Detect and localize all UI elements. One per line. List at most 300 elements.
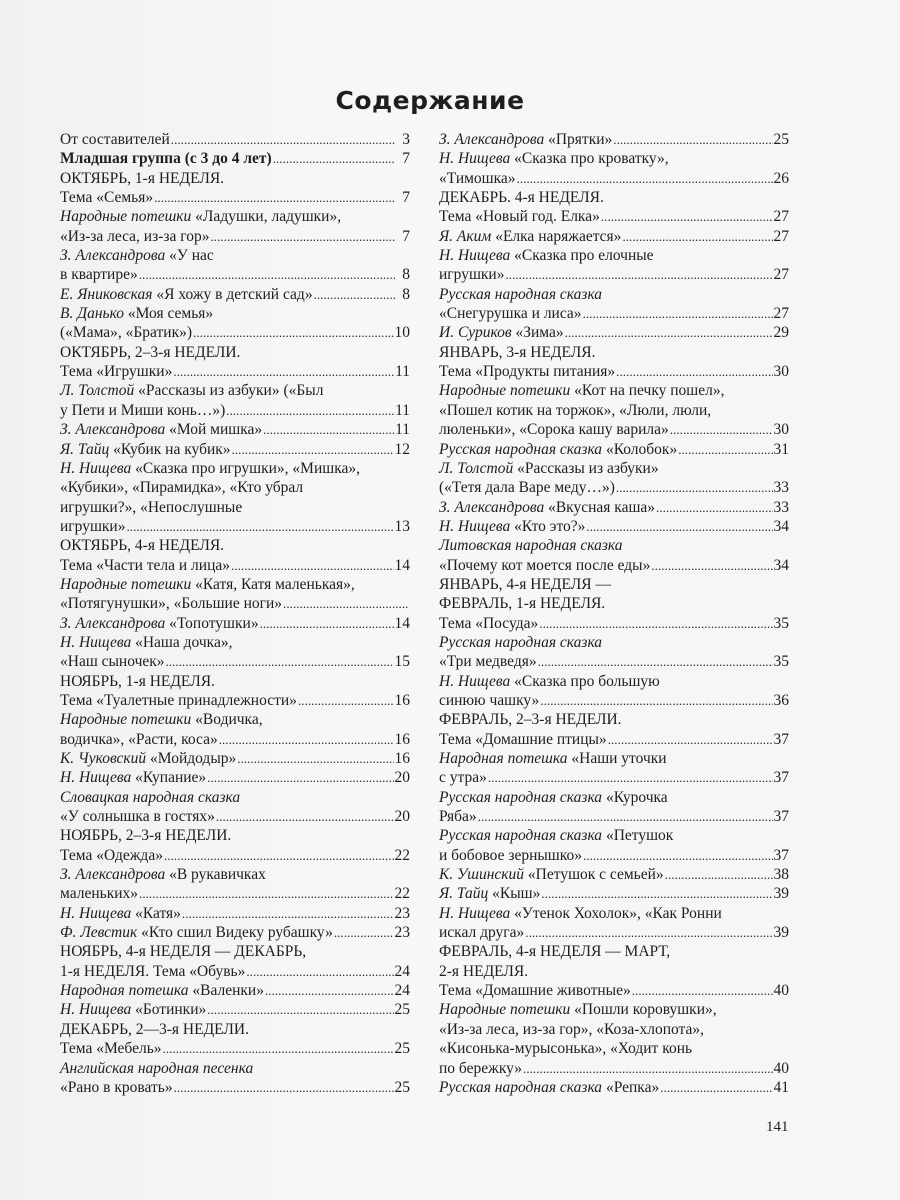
toc-entry-author: В. Данько	[60, 305, 124, 323]
toc-entry-text	[439, 768, 487, 787]
toc-entry-text	[439, 652, 537, 671]
toc-entry-line	[60, 788, 410, 807]
toc-entry-text	[60, 710, 263, 729]
toc-entry-title: «Топотушки»	[165, 614, 259, 632]
toc-entry-line	[60, 1059, 410, 1078]
toc-entry-line	[60, 246, 410, 265]
toc-entry-text	[60, 672, 215, 691]
toc-entry-text	[60, 343, 240, 362]
dot-leader	[164, 846, 394, 865]
toc-entry-line	[60, 884, 410, 903]
toc-entry-page: 25	[394, 1040, 410, 1058]
toc-entry-text	[60, 981, 264, 1000]
toc-entry-author: Н. Нищева	[439, 672, 511, 690]
toc-entry-line	[439, 459, 789, 478]
toc-entry-text	[439, 149, 669, 168]
toc-entry-title: «Петушок	[602, 827, 674, 845]
toc-entry-line	[60, 1020, 410, 1039]
toc-entry-title: «Вкусная каша»	[544, 498, 656, 516]
toc-entry-author: Е. Яниковская	[60, 285, 153, 303]
toc-entry-page: 41	[773, 1078, 789, 1096]
toc-entry-line	[60, 149, 410, 168]
toc-entry-text	[439, 575, 611, 594]
dot-leader	[622, 227, 772, 246]
toc-entry-text	[60, 1039, 162, 1058]
toc-entry-line	[439, 691, 789, 710]
dot-leader	[565, 323, 773, 342]
toc-entry-line	[439, 130, 789, 149]
toc-entry-text	[439, 401, 711, 420]
toc-entry-text	[60, 652, 165, 671]
toc-entry-page: 31	[773, 440, 789, 458]
dot-leader	[583, 846, 773, 865]
toc-entry-title: «Рассказы из азбуки»	[513, 459, 659, 477]
toc-entry-title: «Кисонька-мурысонька», «Ходит конь	[439, 1040, 693, 1058]
toc-entry-page: 37	[773, 769, 789, 787]
toc-entry-title: с утра»	[439, 769, 487, 787]
toc-entry-line	[60, 343, 410, 362]
toc-entry-line	[60, 846, 410, 865]
dot-leader	[586, 517, 772, 536]
toc-entry-title: «Репка»	[602, 1078, 660, 1096]
toc-entry-text	[60, 923, 333, 942]
toc-entry-line	[439, 594, 789, 613]
toc-entry-line	[439, 420, 789, 439]
toc-entry-title: игрушки»	[439, 266, 505, 284]
toc-entry-page: 11	[395, 401, 410, 419]
toc-entry-title: ФЕВРАЛЬ, 4-я НЕДЕЛЯ — МАРТ,	[439, 943, 671, 961]
toc-entry-text	[439, 169, 516, 188]
toc-entry-text	[60, 884, 138, 903]
toc-entry-line	[60, 749, 410, 768]
toc-entry-text	[60, 556, 230, 575]
toc-entry-text	[439, 672, 660, 691]
toc-entry-line	[60, 556, 410, 575]
toc-entry-line	[60, 1000, 410, 1019]
toc-entry-title: Тема «Мебель»	[60, 1040, 162, 1058]
toc-entry-text	[439, 691, 539, 710]
toc-entry-page: 12	[394, 440, 410, 458]
toc-entry-title: ОКТЯБРЬ, 1-я НЕДЕЛЯ.	[60, 169, 225, 187]
toc-entry-line	[439, 169, 789, 188]
toc-entry-text	[439, 246, 654, 265]
toc-entry-title: «Ладушки, ладушки»,	[191, 208, 342, 226]
toc-entry-page: 16	[394, 691, 410, 709]
toc-entry-text	[60, 788, 240, 807]
toc-entry-title: 2-я НЕДЕЛЯ.	[439, 962, 529, 980]
toc-entry-author: Н. Нищева	[439, 247, 511, 265]
toc-entry-author: Н. Нищева	[60, 459, 132, 477]
toc-entry-text	[439, 633, 602, 652]
toc-entry-line	[60, 169, 410, 188]
toc-entry-title: «Валенки»	[188, 982, 264, 1000]
toc-entry-author: Н. Нищева	[60, 1001, 132, 1019]
toc-entry-title: маленьких»	[60, 885, 139, 903]
dot-leader	[126, 517, 393, 536]
toc-entry-title: «У нас	[165, 247, 214, 265]
toc-entry-title: Тема «Семья»	[60, 189, 154, 207]
page-title: Содержание	[335, 86, 525, 115]
toc-entry-text	[439, 1000, 717, 1019]
toc-entry-text	[60, 633, 232, 652]
toc-entry-title: по бережку»	[439, 1059, 523, 1077]
toc-entry-author: К. Ушинский	[439, 866, 525, 884]
toc-entry-text	[439, 1078, 659, 1097]
toc-entry-line	[439, 304, 789, 323]
toc-entry-title: «Моя семья»	[123, 305, 214, 323]
dot-leader	[174, 1078, 394, 1097]
toc-entry-page: 37	[773, 846, 789, 864]
toc-entry-title: и бобовое зернышко»	[439, 846, 582, 864]
toc-entry-text	[439, 884, 540, 903]
toc-entry-author: Ф. Левстик	[60, 924, 138, 942]
toc-entry-title: синюю чашку»	[439, 691, 540, 709]
toc-entry-author: Английская народная песенка	[60, 1059, 254, 1077]
toc-entry-line	[439, 962, 789, 981]
dot-leader	[246, 962, 393, 981]
toc-entry-author: Народные потешки	[60, 575, 192, 593]
toc-entry-text	[439, 710, 622, 729]
toc-entry-page: 25	[394, 1078, 410, 1096]
toc-entry-title: «Курочка	[602, 788, 668, 806]
toc-entry-text	[60, 749, 236, 768]
toc-entry-text	[439, 536, 623, 555]
dot-leader	[334, 923, 394, 942]
toc-entry-line	[60, 981, 410, 1000]
toc-entry-line	[439, 710, 789, 729]
toc-entry-line	[439, 285, 789, 304]
dot-leader	[613, 130, 772, 149]
toc-entry-author: Я. Тайц	[60, 440, 110, 458]
toc-entry-page: 30	[773, 421, 789, 439]
toc-entry-title: «Купание»	[131, 769, 207, 787]
dot-leader	[539, 614, 772, 633]
dot-leader	[139, 265, 395, 284]
toc-entry-page: 14	[394, 614, 410, 632]
dot-leader	[173, 362, 394, 381]
toc-entry-title: НОЯБРЬ, 2–3-я НЕДЕЛИ.	[60, 827, 232, 845]
toc-entry-title: «Кто это?»	[510, 517, 586, 535]
toc-entry-line	[60, 575, 410, 594]
toc-entry-line	[439, 614, 789, 633]
dot-leader	[166, 652, 394, 671]
toc-entry-title: «Пошел котик на торжок», «Люли, люли,	[439, 401, 712, 419]
dot-leader	[541, 884, 772, 903]
toc-entry-author: З. Александрова	[60, 866, 166, 884]
toc-entry-title: «Мой мишка»	[165, 421, 263, 439]
toc-entry-text	[60, 768, 206, 787]
toc-entry-line	[439, 788, 789, 807]
toc-entry-line	[60, 227, 410, 246]
toc-entry-line	[439, 633, 789, 652]
toc-entry-page: 39	[773, 885, 789, 903]
toc-entry-title: ФЕВРАЛЬ, 2–3-я НЕДЕЛИ.	[439, 711, 622, 729]
toc-entry-text	[439, 1020, 704, 1039]
toc-entry-text	[60, 730, 218, 749]
toc-entry-line	[60, 130, 410, 149]
toc-entry-title: «Кыш»	[488, 885, 541, 903]
toc-entry-author: Л. Толстой	[60, 382, 135, 400]
toc-entry-text	[439, 904, 722, 923]
dot-leader	[231, 556, 393, 575]
toc-entry-line	[60, 826, 410, 845]
toc-entry-text	[60, 440, 231, 459]
toc-entry-title: искал друга»	[439, 924, 525, 942]
dot-leader	[139, 884, 393, 903]
toc-entry-page: 27	[773, 305, 789, 323]
toc-entry-page: 20	[394, 769, 410, 787]
dot-leader	[210, 227, 395, 246]
toc-entry-page: 30	[773, 363, 789, 381]
toc-entry-page: 8	[402, 266, 410, 284]
toc-entry-title: Тема «Туалетные принадлежности»	[60, 691, 297, 709]
toc-entry-text	[60, 304, 213, 323]
toc-entry-page: 33	[773, 479, 789, 497]
toc-entry-title: «Из-за леса, из-за гор»	[60, 227, 210, 245]
toc-entry-title: «Катя»	[131, 904, 181, 922]
toc-entry-author: И. Суриков	[439, 324, 512, 342]
toc-entry-title: «Наш сыночек»	[60, 653, 165, 671]
toc-right-column	[439, 130, 789, 1097]
toc-entry-author: Н. Нищева	[60, 633, 132, 651]
toc-entry-text	[60, 362, 172, 381]
dot-leader	[632, 981, 773, 1000]
toc-entry-title: «Мойдодыр»	[146, 750, 237, 767]
toc-entry-author: З. Александрова	[439, 131, 545, 148]
toc-entry-text	[439, 304, 582, 323]
toc-entry-line	[439, 1059, 789, 1078]
toc-entry-line	[439, 1020, 789, 1039]
toc-entry-text	[60, 517, 125, 536]
toc-entry-title: 1-я НЕДЕЛЯ. Тема «Обувь»	[60, 962, 246, 980]
dot-leader	[216, 807, 394, 826]
toc-entry-line	[60, 285, 410, 304]
toc-entry-title: «Зима»	[511, 324, 564, 342]
toc-entry-title: Тема «Продукты питания»	[439, 363, 616, 381]
toc-entry-title: ЯНВАРЬ, 4-я НЕДЕЛЯ —	[439, 575, 611, 593]
toc-entry-text	[60, 459, 360, 478]
toc-entry-line	[439, 672, 789, 691]
toc-entry-page: 24	[394, 982, 410, 1000]
toc-entry-title: игрушки?», «Непослушные	[60, 498, 243, 516]
toc-entry-text	[439, 478, 615, 497]
dot-leader	[540, 691, 772, 710]
toc-entry-title: «Из-за леса, из-за гор», «Коза-хлопота»,	[439, 1020, 705, 1038]
dot-leader	[314, 285, 395, 304]
toc-entry-page: 36	[773, 691, 789, 709]
toc-entry-line	[60, 652, 410, 671]
toc-entry-text	[439, 730, 607, 749]
toc-entry-author: Русская народная сказка	[439, 285, 603, 303]
toc-entry-line	[439, 227, 789, 246]
toc-entry-page: 37	[773, 730, 789, 748]
toc-entry-page: 7	[402, 189, 410, 207]
toc-entry-text	[60, 594, 282, 613]
toc-entry-text	[60, 188, 153, 207]
toc-entry-text	[60, 1059, 253, 1078]
toc-entry-line	[60, 594, 410, 613]
toc-entry-title: «Почему кот моется после еды»	[439, 556, 651, 574]
dot-leader	[226, 401, 394, 420]
toc-entry-author: З. Александрова	[60, 614, 166, 632]
toc-entry-author: Русская народная сказка	[439, 1078, 603, 1096]
toc-entry-line	[60, 710, 410, 729]
toc-entry-page: 34	[773, 556, 789, 574]
toc-entry-text	[439, 188, 604, 207]
toc-entry-title: водичка», «Расти, коса»	[60, 730, 218, 748]
toc-entry-text	[439, 207, 600, 226]
toc-entry-author: Н. Нищева	[60, 769, 132, 787]
toc-entry-line	[439, 440, 789, 459]
toc-entry-author: Словацкая народная сказка	[60, 788, 241, 806]
toc-entry-line	[60, 381, 410, 400]
toc-entry-text	[60, 614, 259, 633]
toc-entry-title: ОКТЯБРЬ, 2–3-я НЕДЕЛИ.	[60, 343, 241, 361]
toc-entry-line	[439, 536, 789, 555]
toc-entry-page: 40	[773, 982, 789, 1000]
toc-entry-text	[60, 962, 245, 981]
toc-entry-title: ДЕКАБРЬ. 4-я НЕДЕЛЯ.	[439, 189, 604, 207]
toc-entry-text	[60, 846, 163, 865]
toc-entry-title: «Кто сшил Видеку рубашку»	[137, 924, 333, 942]
toc-entry-title: НОЯБРЬ, 4-я НЕДЕЛЯ — ДЕКАБРЬ,	[60, 943, 307, 961]
toc-entry-text	[439, 517, 585, 536]
toc-entry-text	[60, 498, 242, 517]
toc-entry-title: «Три медведя»	[439, 653, 537, 671]
toc-entry-line	[439, 343, 789, 362]
toc-entry-title: люленьки», «Сорока кашу варила»	[439, 421, 669, 439]
dot-leader	[525, 923, 772, 942]
toc-entry-title: ДЕКАБРЬ, 2—3-я НЕДЕЛИ.	[60, 1020, 249, 1038]
toc-entry-text	[60, 691, 297, 710]
dot-leader	[232, 440, 394, 459]
toc-entry-title: «Наша дочка»,	[131, 633, 233, 651]
toc-entry-page: 3	[402, 131, 410, 148]
toc-entry-title: «Пошли коровушки»,	[570, 1001, 717, 1019]
toc-entry-author: Л. Толстой	[439, 459, 514, 477]
dot-leader	[601, 207, 773, 226]
toc-entry-title: («Тетя дала Варе меду…»)	[439, 479, 615, 497]
toc-entry-line	[439, 942, 789, 961]
toc-entry-title: «Прятки»	[544, 131, 613, 148]
toc-entry-text	[439, 865, 664, 884]
toc-entry-line	[439, 981, 789, 1000]
toc-entry-page: 22	[394, 885, 410, 903]
toc-entry-title: НОЯБРЬ, 1-я НЕДЕЛЯ.	[60, 672, 215, 690]
toc-entry-text	[60, 826, 231, 845]
toc-entry-title: «Рассказы из азбуки» («Был	[134, 382, 324, 400]
toc-entry-text	[439, 788, 668, 807]
toc-entry-line	[60, 420, 410, 439]
toc-entry-author: Н. Нищева	[439, 517, 511, 535]
toc-entry-text	[60, 207, 341, 226]
toc-entry-line	[60, 923, 410, 942]
toc-entry-line	[60, 188, 410, 207]
toc-entry-title: ЯНВАРЬ, 3-я НЕДЕЛЯ.	[439, 343, 596, 361]
toc-entry-title: «У солнышка в гостях»	[60, 808, 215, 826]
toc-entry-line	[60, 633, 410, 652]
toc-entry-line	[439, 207, 789, 226]
toc-entry-text	[60, 575, 355, 594]
dot-leader	[207, 1000, 393, 1019]
toc-entry-title: «Утенок Хохолок», «Как Ронни	[510, 904, 722, 922]
toc-entry-line	[60, 614, 410, 633]
toc-entry-author: Народные потешки	[60, 711, 192, 729]
toc-entry-line	[439, 846, 789, 865]
toc-entry-author: Народные потешки	[60, 208, 192, 226]
dot-leader	[651, 556, 772, 575]
toc-entry-line	[439, 768, 789, 787]
toc-entry-line	[60, 362, 410, 381]
toc-entry-text	[439, 498, 655, 517]
toc-entry-text	[60, 536, 224, 555]
toc-entry-text	[439, 227, 621, 246]
toc-entry-text	[439, 962, 528, 981]
toc-entry-text	[60, 807, 215, 826]
toc-entry-text	[60, 169, 224, 188]
toc-entry-author: Я. Аким	[439, 227, 492, 245]
toc-entry-page: 8	[402, 285, 410, 303]
toc-entry-line	[439, 401, 789, 420]
dot-leader	[608, 730, 773, 749]
toc-entry-page: 16	[394, 730, 410, 748]
toc-entry-author: З. Александрова	[60, 247, 166, 265]
dot-leader	[260, 614, 394, 633]
toc-entry-author: Русская народная сказка	[439, 633, 603, 651]
toc-entry-author: З. Александрова	[439, 498, 545, 516]
toc-entry-line	[439, 323, 789, 342]
toc-entry-text	[439, 130, 612, 149]
toc-entry-line	[60, 730, 410, 749]
toc-entry-line	[439, 865, 789, 884]
toc-entry-page: 23	[394, 924, 410, 942]
toc-entry-title: Тема «Одежда»	[60, 846, 163, 864]
toc-entry-text	[60, 942, 306, 961]
dot-leader	[182, 904, 394, 923]
toc-entry-text	[439, 594, 605, 613]
toc-entry-page: 27	[773, 266, 789, 284]
toc-entry-line	[60, 207, 410, 226]
toc-entry-line	[60, 768, 410, 787]
toc-entry-author: Н. Нищева	[439, 150, 511, 168]
toc-left-column	[60, 130, 410, 1097]
dot-leader	[283, 594, 409, 613]
toc-entry-page: 27	[773, 208, 789, 226]
dot-leader	[171, 130, 395, 149]
toc-entry-text	[439, 807, 477, 826]
toc-entry-page: 25	[773, 131, 789, 148]
toc-entry-text	[439, 343, 596, 362]
dot-leader	[193, 323, 393, 342]
dot-leader	[670, 420, 773, 439]
toc-entry-text	[439, 942, 670, 961]
toc-entry-text	[439, 420, 669, 439]
toc-entry-title: Тема «Домашние животные»	[439, 982, 631, 1000]
toc-entry-title: «Тимошка»	[439, 169, 516, 187]
toc-entry-line	[439, 478, 789, 497]
toc-entry-title: ОКТЯБРЬ, 4-я НЕДЕЛЯ.	[60, 537, 225, 555]
toc-entry-text	[60, 420, 262, 439]
toc-entry-text	[60, 246, 214, 265]
toc-entry-text	[439, 459, 659, 478]
toc-entry-line	[439, 188, 789, 207]
toc-entry-page: 13	[394, 517, 410, 535]
toc-entry-line	[60, 691, 410, 710]
toc-entry-text	[60, 285, 313, 304]
toc-entry-author: Н. Нищева	[60, 904, 132, 922]
toc-entry-title: Тема «Новый год. Елка»	[439, 208, 600, 226]
toc-entry-title: «Снегурушка и лиса»	[439, 305, 582, 323]
